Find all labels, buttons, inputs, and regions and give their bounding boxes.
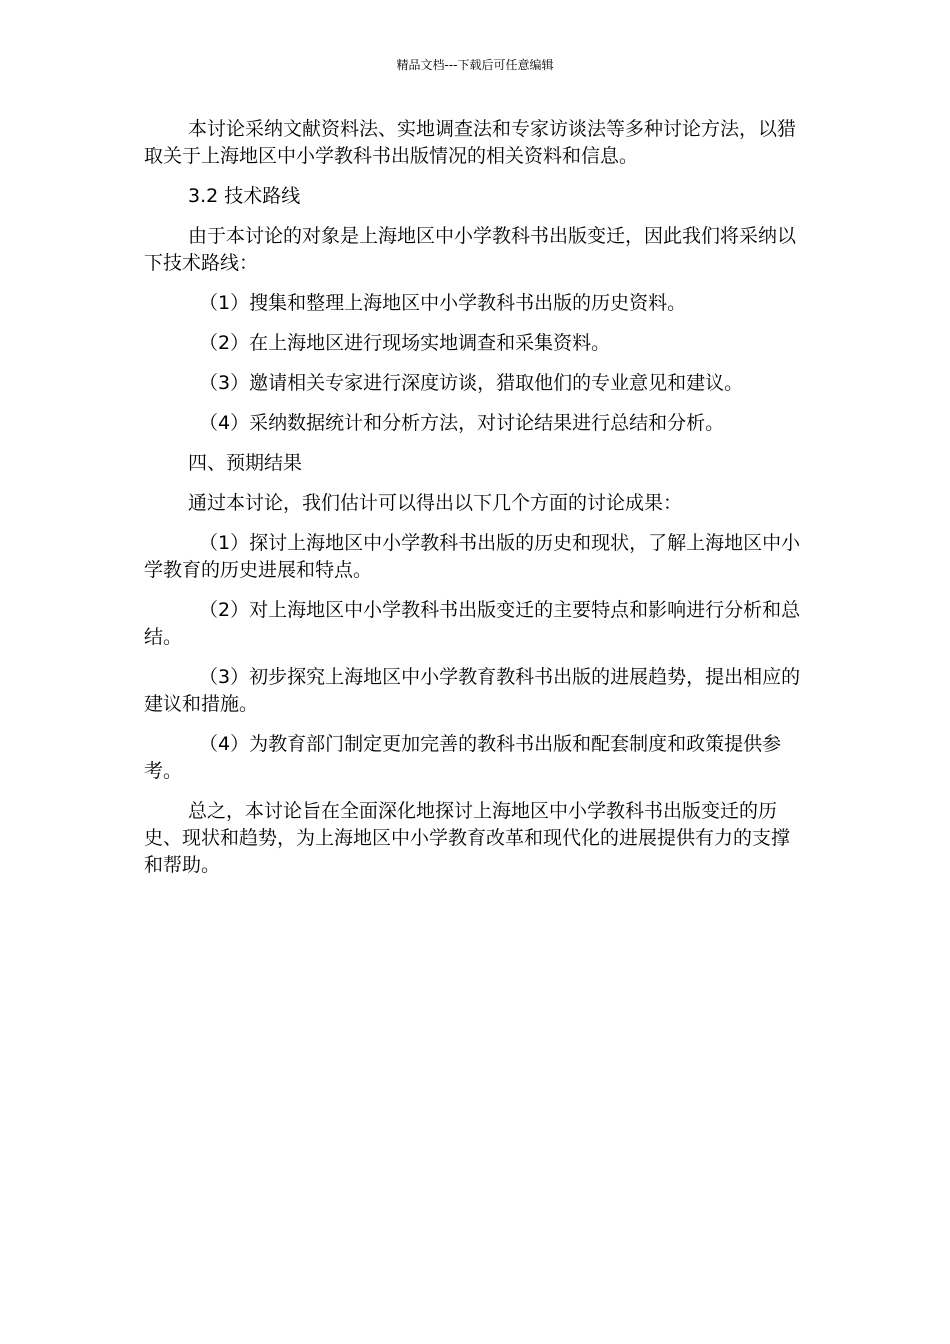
list-item: （3）初步探究上海地区中小学教育教科书出版的进展趋势，提出相应的建议和措施。 — [144, 666, 801, 715]
section-heading-technical-route: 3.2 技术路线 — [188, 185, 301, 207]
document-body — [144, 116, 806, 892]
list-item: （3）邀请相关专家进行深度访谈，猎取他们的专业意见和建议。 — [199, 372, 744, 394]
list-item: （1）搜集和整理上海地区中小学教科书出版的历史资料。 — [199, 292, 687, 314]
paragraph-route-intro: 由于本讨论的对象是上海地区中小学教科书出版变迁，因此我们将采纳以下技术路线： — [144, 225, 797, 274]
list-item: （1）探讨上海地区中小学教科书出版的历史和现状，了解上海地区中小学教育的历史进展和特点。 — [144, 532, 801, 581]
list-item: （4）为教育部门制定更加完善的教科书出版和配套制度和政策提供参考。 — [144, 733, 782, 782]
paragraph-results-intro: 通过本讨论，我们估计可以得出以下几个方面的讨论成果： — [188, 492, 683, 514]
list-item: （2）对上海地区中小学教科书出版变迁的主要特点和影响进行分析和总结。 — [144, 599, 801, 648]
page-header: 精品文档---下载后可任意编辑 — [396, 58, 554, 72]
paragraph-methods: 本讨论采纳文献资料法、实地调查法和专家访谈法等多种讨论方法，以猎取关于上海地区中小学教科书出版情况的相关资料和信息。 — [144, 118, 797, 167]
paragraph-conclusion: 总之，本讨论旨在全面深化地探讨上海地区中小学教科书出版变迁的历史、现状和趋势，为上海地区中小学教育改革和现代化的进展提供有力的支撑和帮助。 — [144, 800, 791, 876]
list-item: （4）采纳数据统计和分析方法，对讨论结果进行总结和分析。 — [199, 412, 725, 434]
list-item: （2）在上海地区进行现场实地调查和采集资料。 — [199, 332, 611, 354]
section-heading-expected-results: 四、预期结果 — [188, 452, 303, 474]
